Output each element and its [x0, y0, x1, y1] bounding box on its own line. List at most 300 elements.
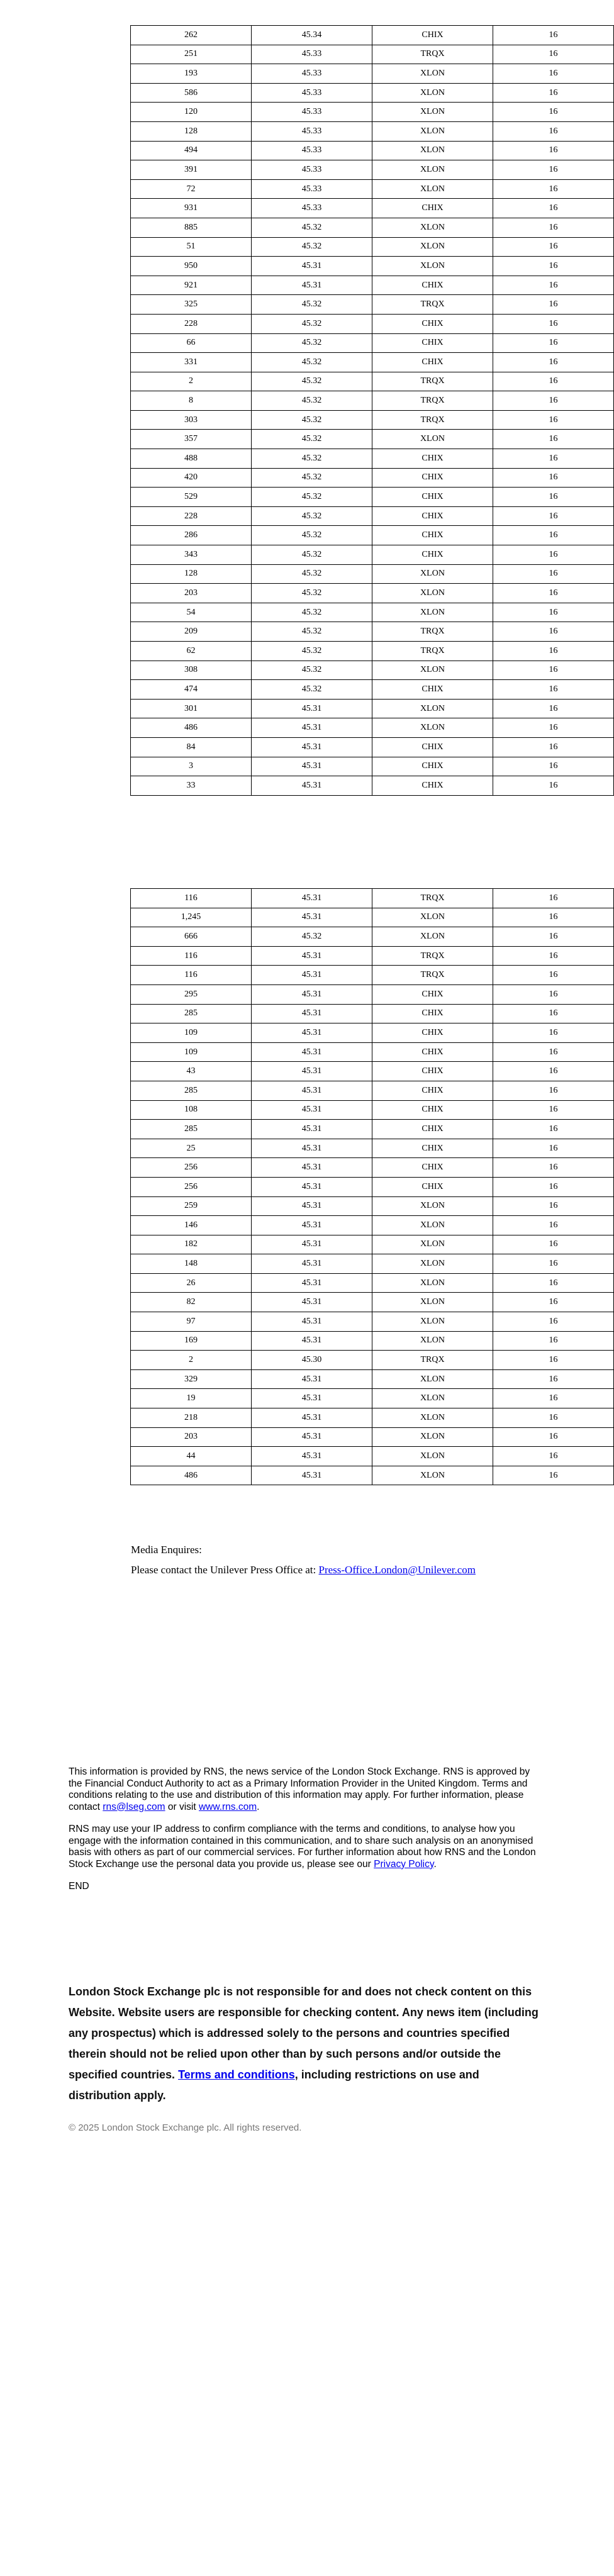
table-cell: 45.32	[252, 642, 372, 661]
table-row	[131, 1177, 614, 1196]
table-cell: 16	[493, 1081, 614, 1100]
table-cell: 45.33	[252, 83, 372, 103]
table-cell: 54	[131, 603, 252, 622]
table-cell: 16	[493, 506, 614, 526]
end-label: END	[69, 1881, 89, 1892]
table-row	[131, 1158, 614, 1178]
table-cell: 16	[493, 1158, 614, 1178]
table-cell: 474	[131, 680, 252, 700]
table-cell: CHIX	[372, 680, 493, 700]
table-cell: 303	[131, 410, 252, 430]
table-cell: 285	[131, 1004, 252, 1023]
table-cell: XLON	[372, 1427, 493, 1447]
table-cell: 16	[493, 391, 614, 411]
table-cell: CHIX	[372, 1158, 493, 1178]
table-cell: 45.31	[252, 1427, 372, 1447]
disclaimer-text: London Stock Exchange plc is not responsible for and does not check content on this Website. Website users are responsible for checking content. Any news item (including any prospectus) which is addressed solely to the persons and countries specified therein should not be relied upon other than by such persons and/or outside the specified countries.	[69, 1985, 539, 2081]
table-cell: 45.31	[252, 946, 372, 966]
table-cell: CHIX	[372, 737, 493, 757]
table-cell: 16	[493, 661, 614, 680]
table-row	[131, 257, 614, 276]
table-row	[131, 1235, 614, 1254]
table-cell: 209	[131, 622, 252, 642]
table-cell: XLON	[372, 257, 493, 276]
table-cell: CHIX	[372, 545, 493, 565]
table-row	[131, 1100, 614, 1120]
table-row	[131, 1042, 614, 1062]
table-cell: 16	[493, 295, 614, 315]
table-cell: 45.32	[252, 584, 372, 603]
table-cell: 16	[493, 1369, 614, 1389]
table-cell: 16	[493, 1466, 614, 1485]
table-row	[131, 121, 614, 141]
table-cell: 16	[493, 564, 614, 584]
table-cell: 16	[493, 1331, 614, 1351]
table-cell: 45.31	[252, 1331, 372, 1351]
table-cell: 16	[493, 642, 614, 661]
table-cell: 16	[493, 946, 614, 966]
table-cell: 16	[493, 64, 614, 84]
table-cell: 16	[493, 757, 614, 776]
table-cell: XLON	[372, 1312, 493, 1332]
privacy-policy-link[interactable]: Privacy Policy	[374, 1858, 434, 1870]
table-cell: 45.32	[252, 449, 372, 469]
table-cell: 45.31	[252, 984, 372, 1004]
table-cell: 16	[493, 1139, 614, 1158]
table-row	[131, 468, 614, 488]
table-cell: 586	[131, 83, 252, 103]
rns-text: .	[257, 1801, 260, 1812]
table-cell: 16	[493, 889, 614, 908]
table-cell: 486	[131, 718, 252, 738]
table-row	[131, 1351, 614, 1370]
table-cell: CHIX	[372, 1177, 493, 1196]
table-row	[131, 661, 614, 680]
table-cell: CHIX	[372, 314, 493, 333]
table-cell: TRQX	[372, 391, 493, 411]
table-cell: 45.33	[252, 199, 372, 218]
table-row	[131, 966, 614, 985]
table-cell: 72	[131, 179, 252, 199]
table-row	[131, 1427, 614, 1447]
table-cell: 16	[493, 603, 614, 622]
table-body	[131, 889, 614, 1485]
table-cell: CHIX	[372, 468, 493, 488]
table-row	[131, 1312, 614, 1332]
table-row	[131, 372, 614, 391]
table-cell: 33	[131, 776, 252, 796]
table-cell: 228	[131, 506, 252, 526]
table-cell: XLON	[372, 1466, 493, 1485]
table-cell: 931	[131, 199, 252, 218]
table-cell: 16	[493, 1427, 614, 1447]
table-cell: 285	[131, 1081, 252, 1100]
table-cell: CHIX	[372, 488, 493, 507]
table-cell: 45.31	[252, 1062, 372, 1081]
table-cell: 16	[493, 1312, 614, 1332]
table-cell: 116	[131, 889, 252, 908]
transactions-table-1	[130, 25, 558, 828]
table-cell: XLON	[372, 1293, 493, 1312]
table-cell: 128	[131, 564, 252, 584]
table-cell: 45.32	[252, 564, 372, 584]
table-cell: 228	[131, 314, 252, 333]
table-row	[131, 218, 614, 237]
table-cell: 218	[131, 1408, 252, 1428]
table-cell: 16	[493, 1389, 614, 1408]
table-cell: 16	[493, 488, 614, 507]
table-row	[131, 506, 614, 526]
table-cell: 45.31	[252, 276, 372, 295]
table-cell: 84	[131, 737, 252, 757]
rns-paragraph-2	[69, 1824, 540, 1870]
table-cell: 301	[131, 699, 252, 718]
table-cell: 45.32	[252, 237, 372, 257]
table-cell: 45.33	[252, 160, 372, 180]
table-cell: 16	[493, 1177, 614, 1196]
table-row	[131, 946, 614, 966]
table-cell: 203	[131, 584, 252, 603]
table-cell: 16	[493, 160, 614, 180]
table-cell: 16	[493, 984, 614, 1004]
table-cell: TRQX	[372, 966, 493, 985]
table-cell: 251	[131, 45, 252, 64]
table-cell: 45.31	[252, 1023, 372, 1043]
table-cell: 203	[131, 1427, 252, 1447]
transactions-table	[130, 25, 614, 796]
table-row	[131, 449, 614, 469]
table-cell: 3	[131, 757, 252, 776]
table-cell: 16	[493, 718, 614, 738]
table-row	[131, 718, 614, 738]
table-cell: XLON	[372, 179, 493, 199]
table-row	[131, 564, 614, 584]
table-cell: 16	[493, 1100, 614, 1120]
table-cell: 16	[493, 410, 614, 430]
table-cell: 45.31	[252, 908, 372, 927]
table-cell: 45.32	[252, 468, 372, 488]
table-cell: TRQX	[372, 45, 493, 64]
table-cell: 16	[493, 1196, 614, 1216]
rns-text: RNS may use your IP address to confirm compliance with the terms and conditions, to analyse how you engage with the information contained in this communication, and to share such analysis on an anonymised basis with others as part of our commercial services. For further information about how RNS and the London Stock Exchange use the personal data you provide us, please see our	[69, 1824, 536, 1870]
table-cell: 45.31	[252, 1369, 372, 1389]
table-cell: 16	[493, 45, 614, 64]
table-cell: 45.33	[252, 45, 372, 64]
table-row	[131, 889, 614, 908]
table-row	[131, 276, 614, 295]
table-cell: 488	[131, 449, 252, 469]
table-cell: 16	[493, 1273, 614, 1293]
table-cell: TRQX	[372, 889, 493, 908]
table-row	[131, 179, 614, 199]
table-cell: 308	[131, 661, 252, 680]
table-row	[131, 103, 614, 122]
table-cell: 16	[493, 449, 614, 469]
table-cell: 16	[493, 908, 614, 927]
table-cell: 44	[131, 1447, 252, 1466]
table-row	[131, 314, 614, 333]
table-cell: XLON	[372, 1196, 493, 1216]
table-cell: 45.31	[252, 1081, 372, 1100]
table-cell: 16	[493, 1023, 614, 1043]
table-cell: 391	[131, 160, 252, 180]
table-body	[131, 26, 614, 796]
table-cell: 256	[131, 1158, 252, 1178]
table-cell: 45.31	[252, 889, 372, 908]
table-cell: 45.31	[252, 1466, 372, 1485]
copyright-notice: © 2025 London Stock Exchange plc. All rights reserved.	[69, 2122, 302, 2133]
table-row	[131, 908, 614, 927]
table-cell: 950	[131, 257, 252, 276]
table-cell: 16	[493, 966, 614, 985]
table-cell: CHIX	[372, 776, 493, 796]
table-cell: 16	[493, 526, 614, 545]
table-cell: 16	[493, 545, 614, 565]
table-cell: CHIX	[372, 1004, 493, 1023]
table-cell: 45.31	[252, 1158, 372, 1178]
table-row	[131, 488, 614, 507]
table-row	[131, 160, 614, 180]
table-cell: 343	[131, 545, 252, 565]
table-cell: XLON	[372, 564, 493, 584]
table-cell: 16	[493, 26, 614, 45]
table-cell: CHIX	[372, 984, 493, 1004]
table-cell: XLON	[372, 121, 493, 141]
table-cell: TRQX	[372, 1351, 493, 1370]
media-contact	[131, 1560, 476, 1580]
table-cell: 16	[493, 276, 614, 295]
table-cell: 885	[131, 218, 252, 237]
table-cell: 45.32	[252, 545, 372, 565]
table-cell: 148	[131, 1254, 252, 1274]
table-row	[131, 984, 614, 1004]
table-cell: CHIX	[372, 1023, 493, 1043]
table-row	[131, 83, 614, 103]
table-cell: 45.31	[252, 1177, 372, 1196]
table-cell: 529	[131, 488, 252, 507]
table-cell: 256	[131, 1177, 252, 1196]
table-cell: 45.32	[252, 295, 372, 315]
table-row	[131, 1466, 614, 1485]
table-row	[131, 237, 614, 257]
table-cell: 45.32	[252, 488, 372, 507]
table-cell: 66	[131, 333, 252, 353]
table-cell: CHIX	[372, 1062, 493, 1081]
table-cell: 109	[131, 1023, 252, 1043]
rns-text: or visit	[165, 1801, 199, 1812]
table-cell: 45.32	[252, 372, 372, 391]
table-row	[131, 622, 614, 642]
table-cell: XLON	[372, 927, 493, 947]
table-cell: 16	[493, 1408, 614, 1428]
table-cell: XLON	[372, 1389, 493, 1408]
table-cell: 128	[131, 121, 252, 141]
table-row	[131, 45, 614, 64]
table-cell: 45.31	[252, 1447, 372, 1466]
table-row	[131, 699, 614, 718]
table-cell: 45.33	[252, 179, 372, 199]
table-cell: 45.33	[252, 103, 372, 122]
table-row	[131, 642, 614, 661]
table-cell: XLON	[372, 1216, 493, 1235]
table-cell: XLON	[372, 160, 493, 180]
rns-paragraph-1	[69, 1766, 540, 1813]
table-cell: 2	[131, 1351, 252, 1370]
table-cell: CHIX	[372, 1120, 493, 1139]
table-cell: 16	[493, 699, 614, 718]
table-cell: 45.31	[252, 1216, 372, 1235]
table-cell: 16	[493, 1062, 614, 1081]
rns-notice	[69, 1766, 540, 1904]
table-cell: 921	[131, 276, 252, 295]
table-cell: 45.31	[252, 1196, 372, 1216]
table-cell: XLON	[372, 237, 493, 257]
table-cell: 45.32	[252, 680, 372, 700]
rns-website-link[interactable]: www.rns.com	[198, 1801, 257, 1812]
table-cell: 16	[493, 121, 614, 141]
table-cell: 45.31	[252, 1120, 372, 1139]
table-row	[131, 526, 614, 545]
table-cell: 16	[493, 353, 614, 372]
table-row	[131, 1004, 614, 1023]
table-row	[131, 141, 614, 160]
table-cell: 16	[493, 776, 614, 796]
table-row	[131, 1254, 614, 1274]
table-cell: 16	[493, 1216, 614, 1235]
table-cell: 45.32	[252, 603, 372, 622]
table-row	[131, 1120, 614, 1139]
table-cell: 16	[493, 1254, 614, 1274]
table-row	[131, 1216, 614, 1235]
table-cell: 45.31	[252, 776, 372, 796]
table-cell: CHIX	[372, 199, 493, 218]
table-cell: 45.32	[252, 622, 372, 642]
table-cell: 45.31	[252, 257, 372, 276]
table-cell: 45.31	[252, 1408, 372, 1428]
table-cell: TRQX	[372, 295, 493, 315]
table-cell: 8	[131, 391, 252, 411]
table-cell: 16	[493, 737, 614, 757]
table-cell: 1,245	[131, 908, 252, 927]
table-cell: XLON	[372, 1447, 493, 1466]
table-cell: 45.30	[252, 1351, 372, 1370]
terms-and-conditions-link[interactable]: Terms and conditions	[178, 2068, 295, 2081]
table-cell: 16	[493, 237, 614, 257]
table-cell: 45.31	[252, 699, 372, 718]
table-cell: 262	[131, 26, 252, 45]
table-row	[131, 776, 614, 796]
table-cell: 16	[493, 1293, 614, 1312]
table-cell: 16	[493, 927, 614, 947]
table-cell: CHIX	[372, 26, 493, 45]
table-cell: 2	[131, 372, 252, 391]
table-row	[131, 1196, 614, 1216]
table-row	[131, 391, 614, 411]
table-cell: 16	[493, 179, 614, 199]
table-cell: XLON	[372, 218, 493, 237]
table-cell: XLON	[372, 141, 493, 160]
table-cell: CHIX	[372, 1139, 493, 1158]
table-row	[131, 1293, 614, 1312]
table-cell: 357	[131, 430, 252, 449]
table-cell: TRQX	[372, 946, 493, 966]
table-cell: 45.34	[252, 26, 372, 45]
table-row	[131, 1273, 614, 1293]
table-row	[131, 1331, 614, 1351]
table-row	[131, 26, 614, 45]
table-cell: 325	[131, 295, 252, 315]
table-row	[131, 737, 614, 757]
table-cell: 25	[131, 1139, 252, 1158]
table-cell: XLON	[372, 1369, 493, 1389]
table-row	[131, 680, 614, 700]
table-cell: XLON	[372, 699, 493, 718]
table-cell: 116	[131, 946, 252, 966]
table-cell: 45.32	[252, 218, 372, 237]
table-row	[131, 1081, 614, 1100]
table-cell: 16	[493, 257, 614, 276]
table-cell: CHIX	[372, 1042, 493, 1062]
media-heading: Media Enquires:	[131, 1544, 202, 1556]
table-cell: CHIX	[372, 757, 493, 776]
table-cell: 193	[131, 64, 252, 84]
table-cell: 45.32	[252, 353, 372, 372]
table-cell: 109	[131, 1042, 252, 1062]
table-cell: 16	[493, 1042, 614, 1062]
table-row	[131, 603, 614, 622]
table-cell: 45.32	[252, 314, 372, 333]
rns-email-link[interactable]: rns@lseg.com	[103, 1801, 165, 1812]
table-cell: 45.33	[252, 121, 372, 141]
table-cell: 45.31	[252, 1004, 372, 1023]
table-cell: 116	[131, 966, 252, 985]
table-cell: 45.31	[252, 966, 372, 985]
table-cell: TRQX	[372, 642, 493, 661]
table-cell: 45.31	[252, 737, 372, 757]
table-cell: 16	[493, 1351, 614, 1370]
disclaimer-text: , including restrictions on use and distribution apply.	[69, 2068, 479, 2102]
table-cell: 16	[493, 1004, 614, 1023]
table-cell: 16	[493, 584, 614, 603]
table-cell: 45.32	[252, 430, 372, 449]
table-cell: 45.31	[252, 1254, 372, 1274]
table-row	[131, 430, 614, 449]
table-cell: CHIX	[372, 1081, 493, 1100]
table-cell: 329	[131, 1369, 252, 1389]
table-cell: CHIX	[372, 1100, 493, 1120]
table-row	[131, 1139, 614, 1158]
press-office-email-link[interactable]: Press-Office.London@Unilever.com	[318, 1564, 476, 1576]
table-cell: XLON	[372, 1235, 493, 1254]
table-cell: 82	[131, 1293, 252, 1312]
table-cell: XLON	[372, 1273, 493, 1293]
table-cell: XLON	[372, 64, 493, 84]
table-row	[131, 757, 614, 776]
table-cell: 45.31	[252, 1293, 372, 1312]
table-cell: 494	[131, 141, 252, 160]
table-cell: 45.32	[252, 661, 372, 680]
table-cell: XLON	[372, 603, 493, 622]
table-cell: 45.31	[252, 1312, 372, 1332]
media-contact-text: Please contact the Unilever Press Office at:	[131, 1564, 319, 1576]
table-row	[131, 1023, 614, 1043]
table-cell: 26	[131, 1273, 252, 1293]
table-cell: 286	[131, 526, 252, 545]
table-row	[131, 1389, 614, 1408]
table-row	[131, 64, 614, 84]
table-cell: 146	[131, 1216, 252, 1235]
table-cell: TRQX	[372, 410, 493, 430]
